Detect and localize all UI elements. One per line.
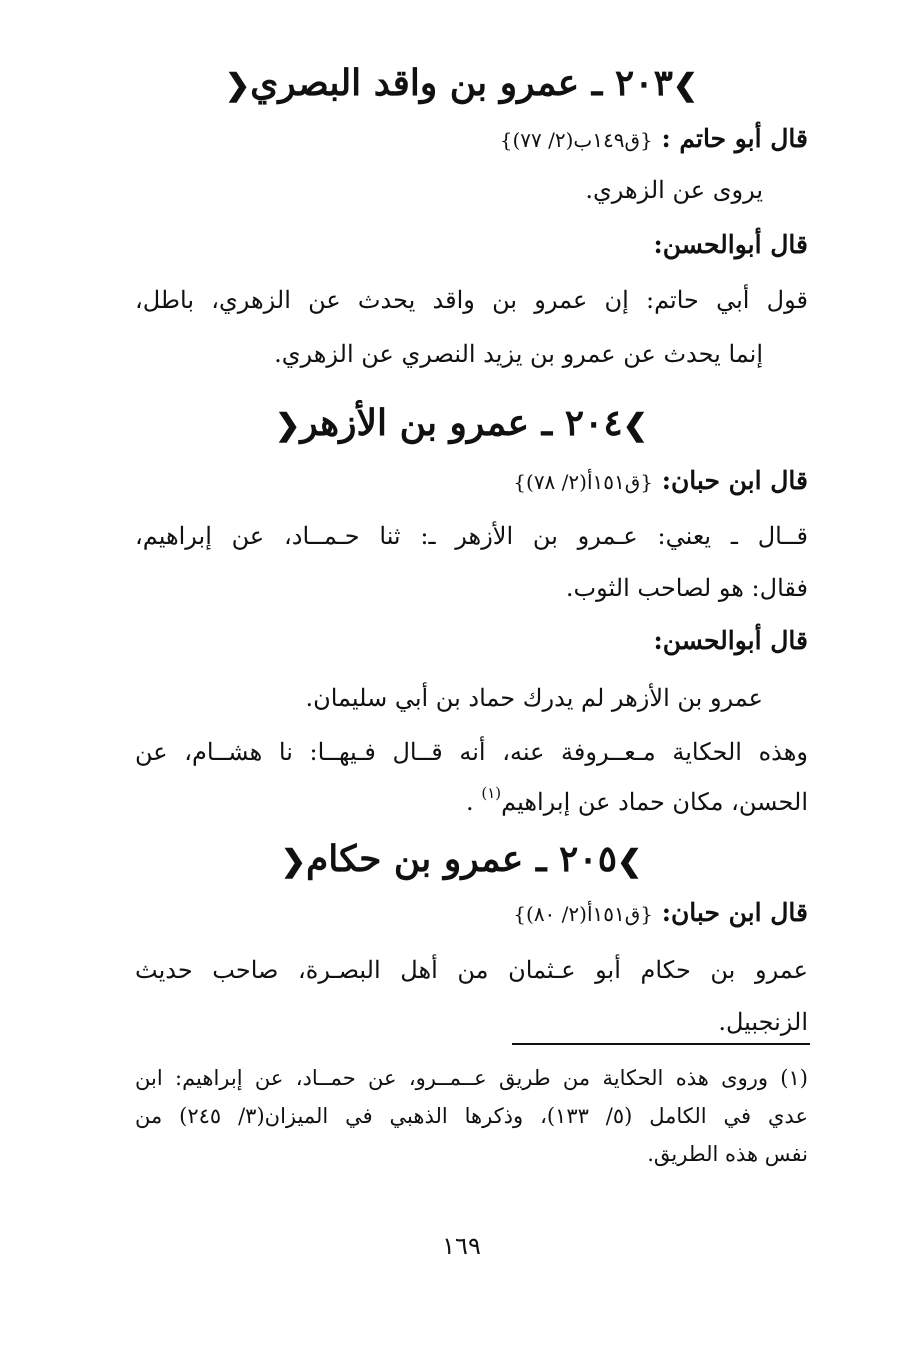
entry-name: عمرو بن حكام [305, 838, 524, 880]
entry-heading-203 [0, 62, 923, 104]
entry-heading-205 [0, 838, 923, 880]
manuscript-reference: {ق۱٤۹ب(۲/ ۷۷)} [499, 128, 653, 152]
entry-name: عمرو بن واقد البصري [250, 62, 580, 104]
ornament-close-icon: ❮ [224, 68, 251, 103]
source-speaker: قال أبو حاتم : [661, 124, 808, 153]
footnote-separator [512, 1043, 810, 1045]
entry-number: ۲۰٥ [559, 838, 618, 880]
ornament-open-icon: ❯ [622, 408, 648, 443]
body-line: عمرو بن حكام أبو عـثمان من أهل البصـرة، صاحب حديث [135, 956, 809, 984]
body-line: قول أبي حاتم: إن عمرو بن واقد يحدث عن الزهري، باطل، [135, 286, 808, 314]
commentary-label: قال أبوالحسن: [653, 230, 808, 259]
source-speaker: قال ابن حبان: [661, 898, 808, 927]
manuscript-reference: {ق۱٥۱أ(۲/ ۷۸)} [513, 470, 653, 494]
manuscript-reference: {ق۱٥۱أ(۲/ ۸۰)} [513, 902, 653, 926]
footnote-line: نفس هذه الطريق. [647, 1142, 808, 1166]
ornament-close-icon: ❮ [275, 408, 301, 443]
source-speaker: قال ابن حبان: [661, 466, 808, 495]
body-line: قــال ـ يعني: عـمرو بن الأزهر ـ: ثنا حـمــاد، عن إبراهيم، [135, 522, 808, 550]
body-text-end: . [466, 788, 474, 816]
source-label [513, 466, 808, 495]
page-number: ۱٦۹ [442, 1232, 481, 1260]
body-line: إنما يحدث عن عمرو بن يزيد النصري عن الزهري. [274, 340, 763, 368]
ornament-open-icon: ❯ [672, 68, 699, 103]
heading-dash: ـ [541, 402, 553, 444]
ornament-open-icon: ❯ [617, 844, 643, 879]
body-line: عمرو بن الأزهر لم يدرك حماد بن أبي سليمان. [305, 684, 763, 712]
footnote-line: (۱) وروى هذه الحكاية من طريق عــمــرو، عن حمــاد، عن إبراهيم: ابن [135, 1066, 808, 1090]
entry-number: ۲۰٤ [564, 402, 623, 444]
entry-heading-204 [0, 402, 923, 444]
body-line: وهذه الحكاية مـعــروفة عنه، أنه قــال فـيهــا: نا هشــام، عن [135, 738, 809, 766]
body-line: فقال: هو لصاحب الثوب. [565, 574, 808, 602]
commentary-label: قال أبوالحسن: [653, 626, 808, 655]
body-line [466, 784, 808, 816]
source-label [513, 898, 808, 927]
entry-number: ۲۰۳ [614, 62, 673, 104]
footnote-marker[interactable]: (۱) [481, 784, 502, 802]
body-line: يروى عن الزهري. [585, 176, 763, 204]
body-text: الحسن، مكان حماد عن إبراهيم [501, 788, 808, 816]
heading-dash: ـ [591, 62, 603, 104]
ornament-close-icon: ❮ [280, 844, 306, 879]
body-line: الزنجبيل. [718, 1008, 808, 1036]
heading-dash: ـ [535, 838, 547, 880]
footnote-line: عدي في الكامل (٥/ ۱۳۳)، وذكرها الذهبي في الميزان(۳/ ۲٤٥) من [135, 1104, 808, 1128]
source-label [500, 124, 808, 153]
entry-name: عمرو بن الأزهر [300, 402, 530, 444]
